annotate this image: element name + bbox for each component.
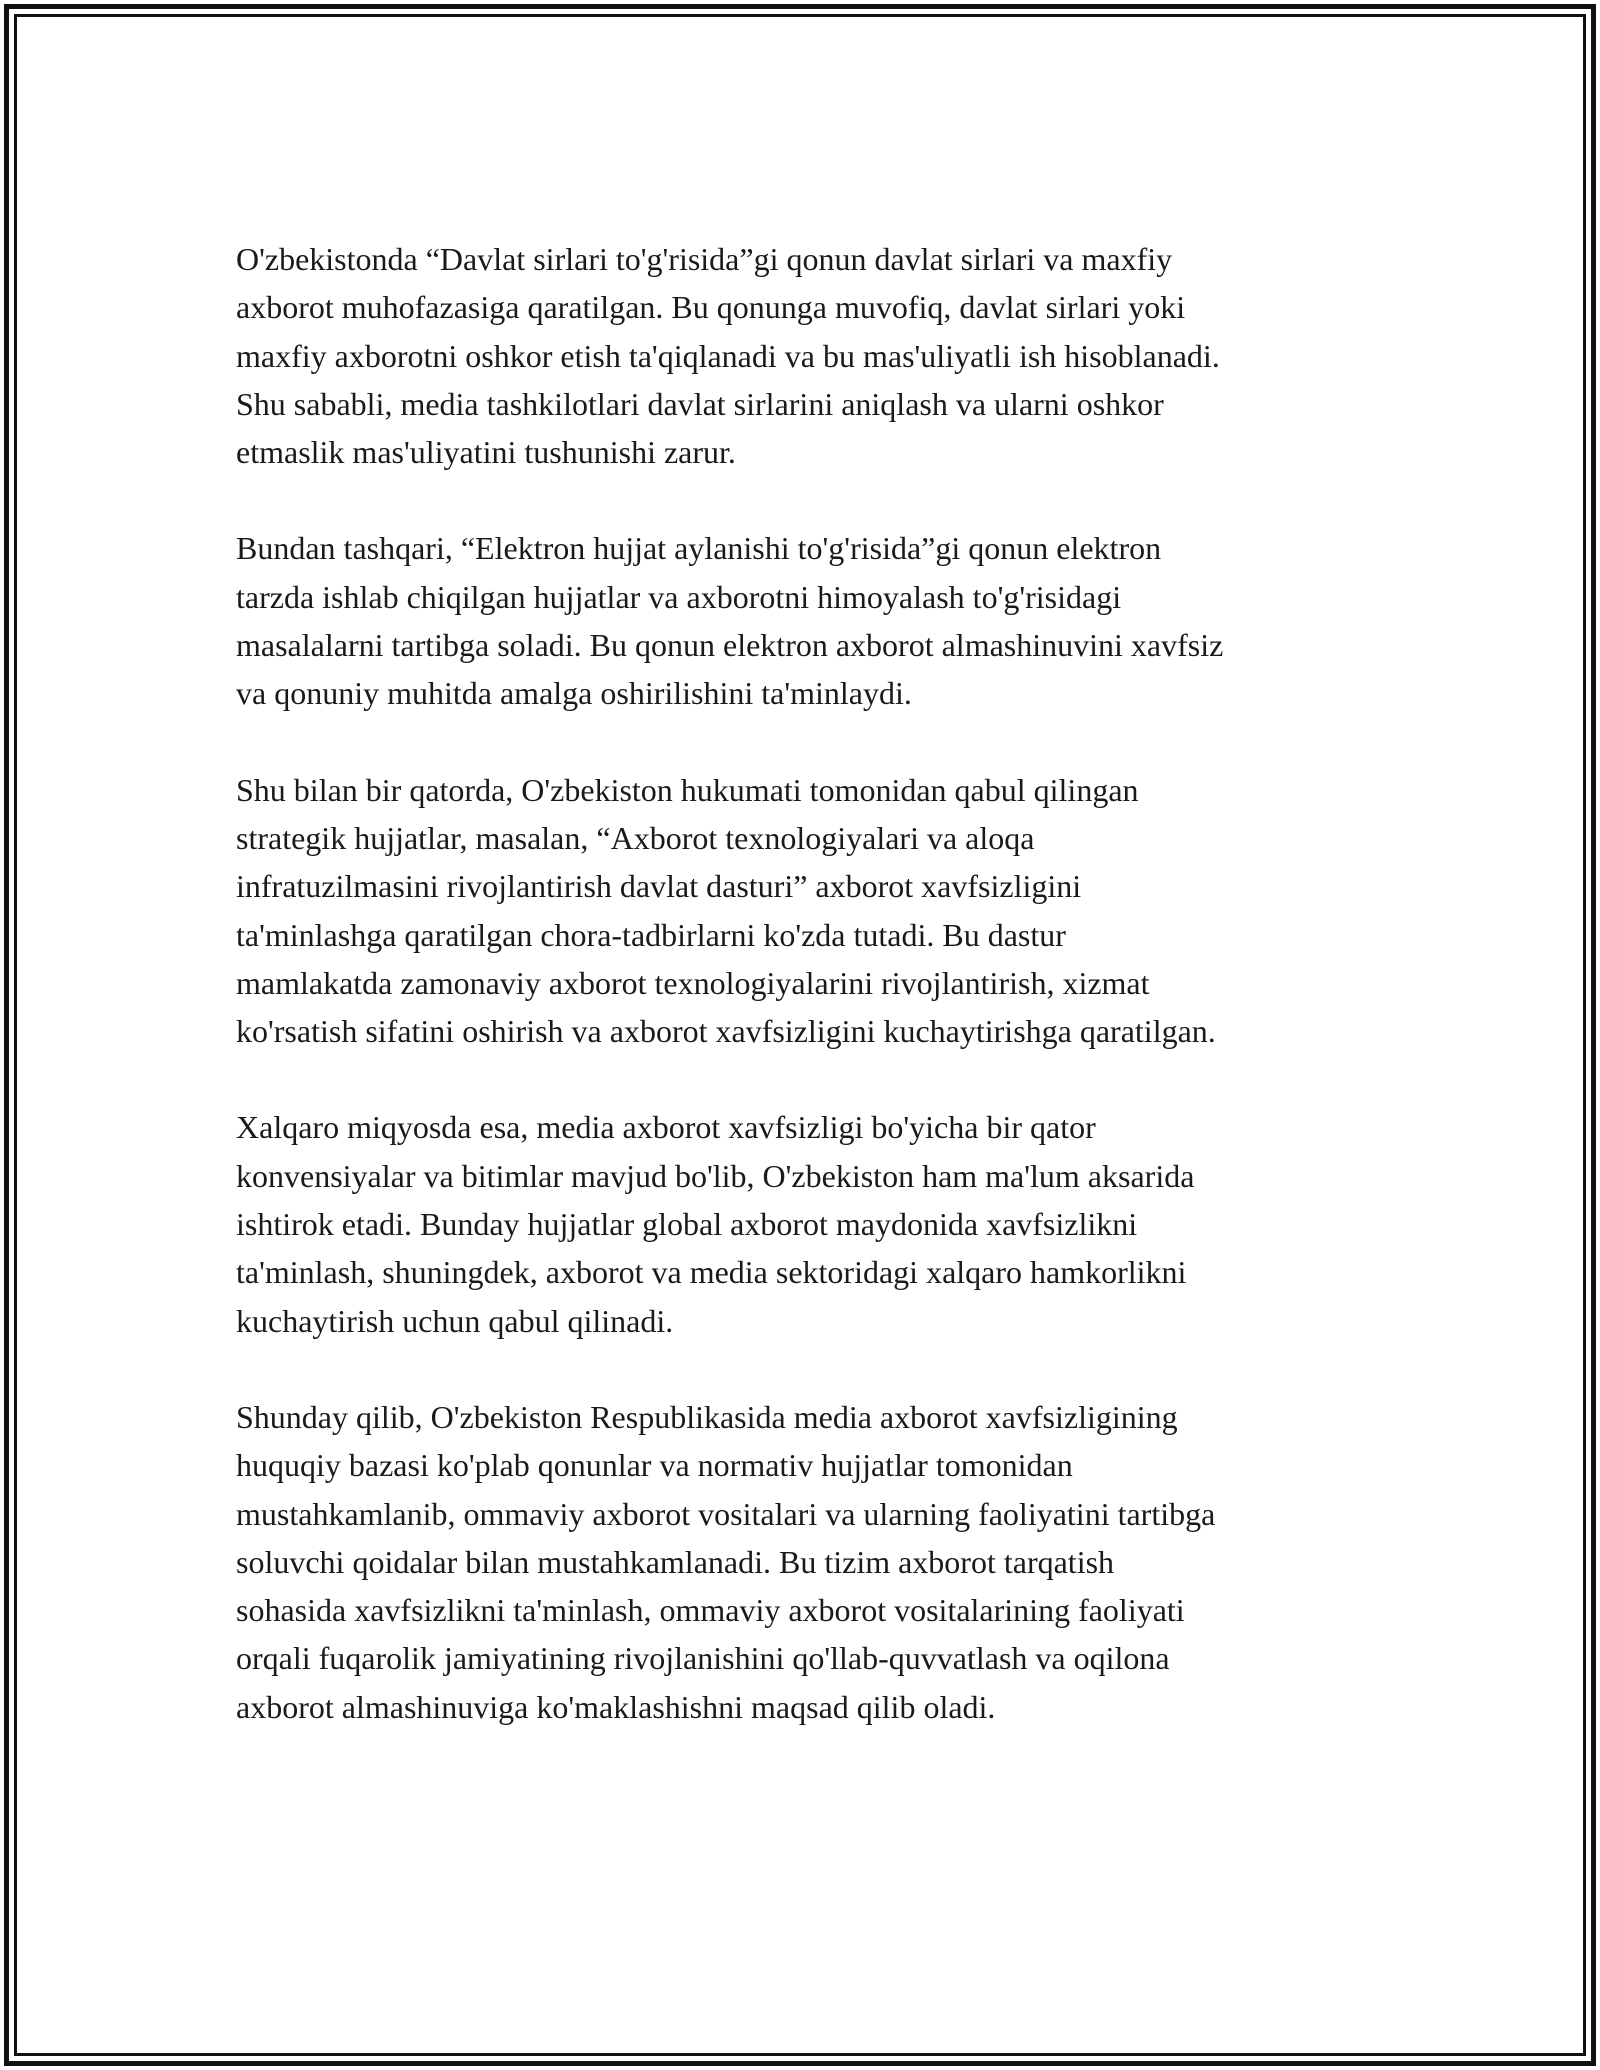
paragraph-state-program: Shu bilan bir qatorda, O'zbekiston hukumati tomonidan qabul qilingan strategik hujjatlar, masalan, “Axborot texnologiyalari va aloqa infratuzilmasini rivojlantirish davlat dasturi” axborot xavfsizligini ta'minlashga qaratilgan chora-tadbirlarni ko'zda tutadi. Bu dastur mamlakatda zamonaviy axborot texnologiyalarini rivojlantirish, xizmat ko'rsatish sifatini oshirish va axborot xavfsizligini kuchaytirishga qaratilgan. bbox=[236, 771, 1216, 1050]
paragraph-international-conventions: Xalqaro miqyosda esa, media axborot xavfsizligi bo'yicha bir qator konvensiyalar va bitimlar mavjud bo'lib, O'zbekiston ham ma'lum aksarida ishtirok etadi. Bunday hujjatlar global axborot maydonida xavfsizlikni ta'minlash, shuningdek, axborot va media sektoridagi xalqaro hamkorlikni kuchaytirish uchun qabul qilinadi. bbox=[236, 1109, 1195, 1339]
paragraph-electronic-document-law: Bundan tashqari, “Elektron hujjat aylanishi to'g'risida”gi qonun elektron tarzda ishlab chiqilgan hujjatlar va axborotni himoyalash to'g'risidagi masalalarni tartibga soladi. Bu qonun elektron axborot almashinuvini xavfsiz va qonuniy muhitda amalga oshirilishini ta'minlaydi. bbox=[236, 530, 1224, 712]
paragraph-state-secrets-law: O'zbekistonda “Davlat sirlari to'g'risida”gi qonun davlat sirlari va maxfiy axborot muhofazasiga qaratilgan. Bu qonunga muvofiq, davlat sirlari yoki maxfiy axborotni oshkor etish ta'qiqlanadi va bu mas'uliyatli ish hisoblanadi. Shu sababli, media tashkilotlari davlat sirlarini aniqlash va ularni oshkor etmaslik mas'uliyatini tushunishi zarur. bbox=[236, 241, 1220, 471]
paragraph-conclusion: Shunday qilib, O'zbekiston Respublikasida media axborot xavfsizligining huquqiy bazasi ko'plab qonunlar va normativ hujjatlar tomonidan mustahkamlanib, ommaviy axborot vositalari va ularning faoliyatini tartibga soluvchi qoidalar bilan mustahkamlanadi. Bu tizim axborot tarqatish sohasida xavfsizlikni ta'minlash, ommaviy axborot vositalarining faoliyati orqali fuqarolik jamiyatining rivojlanishini qo'llab-quvvatlash va oqilona axborot almashinuviga ko'maklashishni maqsad qilib oladi. bbox=[236, 1398, 1216, 1725]
document-body bbox=[236, 235, 1386, 1779]
